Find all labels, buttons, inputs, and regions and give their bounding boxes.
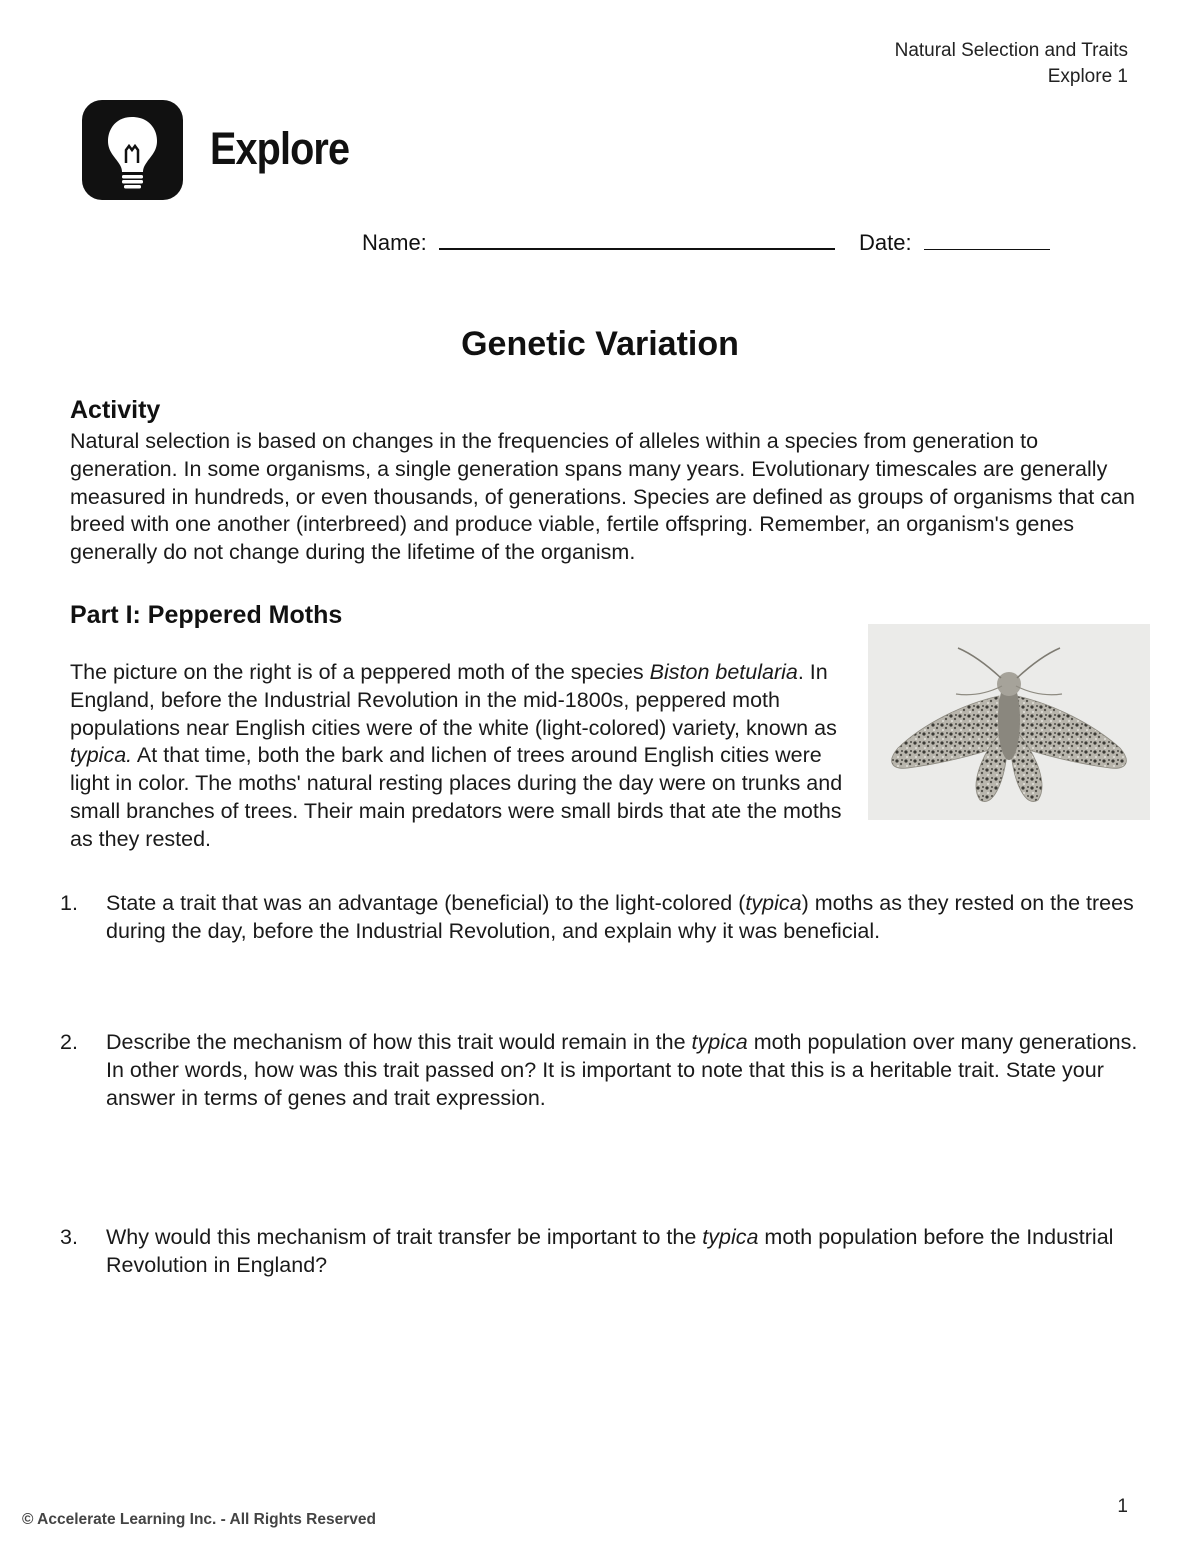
part1-heading: Part I: Peppered Moths xyxy=(70,601,343,629)
lightbulb-icon xyxy=(82,100,183,200)
question-2 xyxy=(60,1029,1140,1112)
part1-paragraph xyxy=(70,659,860,854)
variety-name: typica. xyxy=(70,743,133,768)
section-label: Explore 1 xyxy=(1047,66,1128,87)
question-3 xyxy=(60,1224,1140,1280)
activity-paragraph: Natural selection is based on changes in the frequencies of alleles within a species from generation to generation. In some organisms, a single generation spans many years. Evolutionary timescales are generally measured in hundreds, or even thousands, of generations. Species are defined as groups of organisms that can breed with one another (interbreed) and produce viable, fertile offspring. Remember, an organism's genes generally do not change during the lifetime of the organism. xyxy=(70,429,1135,565)
question-text: Why would this mechanism of trait transfer be important to the typica moth population before the Industrial Revolution in England? xyxy=(106,1225,1114,1277)
page-number: 1 xyxy=(1117,1496,1128,1517)
course-title: Natural Selection and Traits xyxy=(894,40,1128,61)
copyright-notice: © Accelerate Learning Inc. - All Rights Reserved xyxy=(22,1511,376,1528)
part1-text-a: The picture on the right is of a peppered moth of the species xyxy=(70,660,650,684)
running-header xyxy=(895,38,1128,90)
question-1 xyxy=(60,890,1140,946)
question-number: 3. xyxy=(60,1225,78,1249)
name-field[interactable] xyxy=(439,226,835,250)
question-number: 2. xyxy=(60,1030,78,1054)
name-label: Name: xyxy=(362,230,427,255)
date-label: Date: xyxy=(859,230,912,255)
species-name: Biston betularia xyxy=(649,660,798,684)
question-text: State a trait that was an advantage (beneficial) to the light-colored (typica) moths as they rested on the trees during the day, before the Industrial Revolution, and explain why it was beneficial. xyxy=(106,891,1134,943)
date-field[interactable] xyxy=(924,227,1050,250)
part1-text-c: At that time, both the bark and lichen of trees around English cities were light in color. The moths' natural resting places during the day were on trunks and small branches of trees. Their main predators were small birds that ate the moths as they rested. xyxy=(70,743,843,851)
part1-text-b: . In England, before the Industrial Revolution in the mid-1800s, peppered moth populations near English cities were of the white (light-colored) variety, known as xyxy=(70,660,837,740)
question-text: Describe the mechanism of how this trait would remain in the typica moth population over many generations. In other words, how was this trait passed on? It is important to note that this is a heritable trait. State your answer in terms of genes and trait expression. xyxy=(106,1030,1138,1110)
activity-heading: Activity xyxy=(70,396,161,424)
page-title: Genetic Variation xyxy=(461,325,739,363)
name-date-line xyxy=(362,226,1050,256)
peppered-moth-photo xyxy=(868,624,1150,820)
explore-label: Explore xyxy=(210,123,350,174)
question-number: 1. xyxy=(60,891,78,915)
